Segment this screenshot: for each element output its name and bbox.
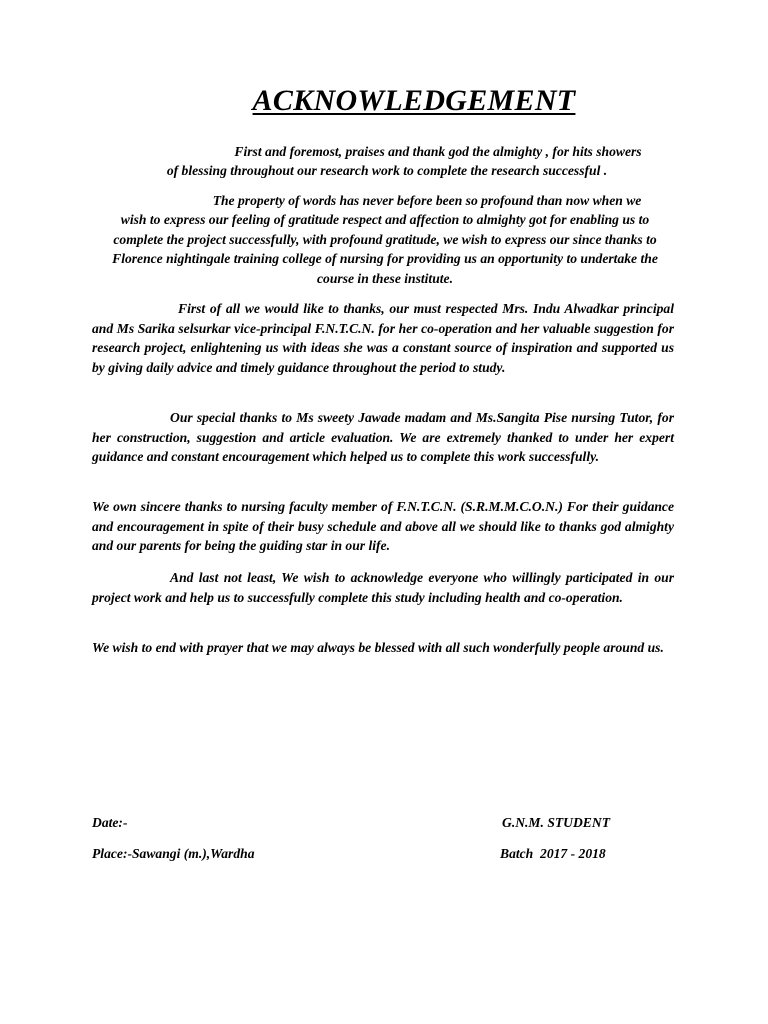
paragraph-2-body: wish to express our feeling of gratitude respect and affection to almighty got for enabling us to complete the project successfully, with profound gratitude, we wish to express our since thanks to Florence nightingale training college of nursing for providing us an opportunity to undertake the course in these institute.	[112, 212, 658, 286]
paragraph-7: We wish to end with prayer that we may always be blessed with all such wonderfully people around us.	[92, 640, 664, 655]
signatory-label: G.N.M. STUDENT	[502, 815, 610, 830]
place-label: Place:-Sawangi (m.),Wardha	[92, 846, 255, 861]
paragraph-5: We own sincere thanks to nursing faculty member of F.N.T.C.N. (S.R.M.M.C.O.N.) For their guidance and encouragement in spite of their busy schedule and above all we should like to thanks god almighty and our parents for being the guiding star in our life.	[92, 499, 674, 554]
paragraph-2-line-1: The property of words has never before been so profound than now when we	[212, 193, 642, 208]
paragraph-4: Our special thanks to Ms sweety Jawade madam and Ms.Sangita Pise nursing Tutor, for her construction, suggestion and article evaluation. We are extremely thanked to under her expert guidance and constant encouragement which helped us to complete this work successfully.	[92, 410, 674, 465]
page-title: ACKNOWLEDGEMENT	[252, 84, 576, 117]
date-label: Date:-	[92, 815, 128, 830]
paragraph-3: First of all we would like to thanks, our must respected Mrs. Indu Alwadkar principal and Ms Sarika selsurkar vice-principal F.N.T.C.N. for her co-operation and her valuable suggestion for research project, enlightening us with ideas she was a constant source of inspiration and supported us by giving daily advice and timely guidance throughout the period to study.	[92, 301, 674, 375]
batch-label: Batch 2017 - 2018	[500, 846, 606, 861]
paragraph-1-line-2: of blessing throughout our research work to complete the research successful .	[166, 163, 608, 178]
paragraph-1-line-1	[132, 142, 672, 162]
paragraph-6: And last not least, We wish to acknowledge everyone who willingly participated in our project work and help us to successfully complete this study including health and co-operation.	[92, 570, 674, 605]
paragraph-1-line-1-text: First and foremost, praises and thank god the almighty , for hits showers	[234, 144, 642, 159]
